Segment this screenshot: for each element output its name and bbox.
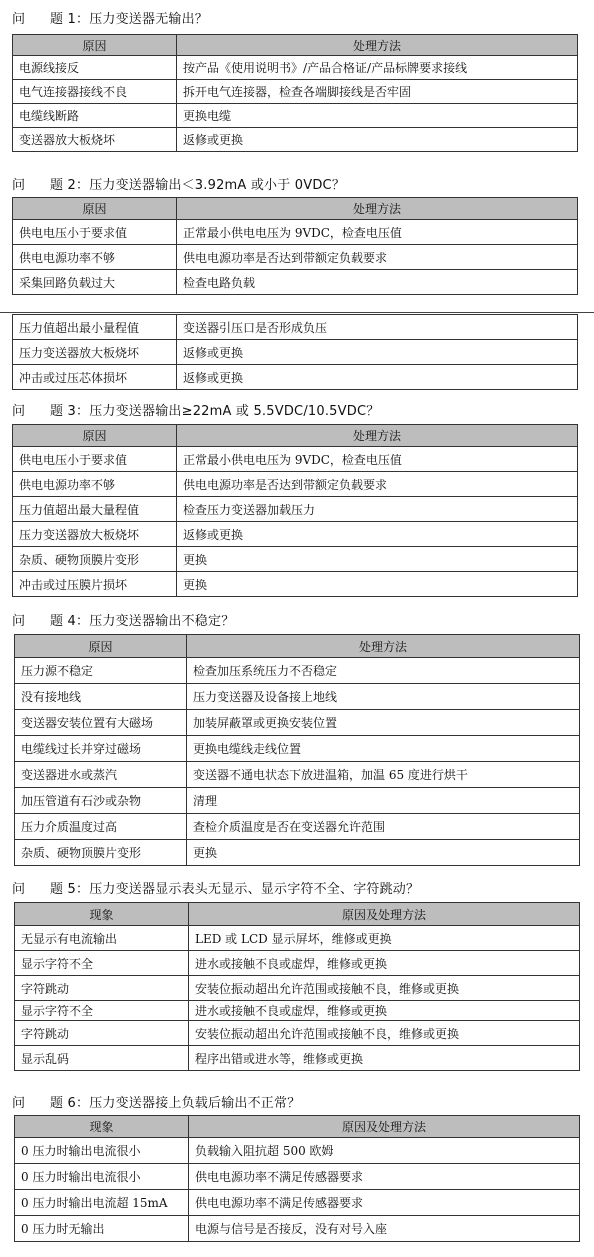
table-q1 — [12, 34, 578, 152]
cell-cause-solution: 程序出错或进水等，维修或更换 — [189, 1046, 580, 1071]
table-row — [13, 315, 578, 340]
question-6-title — [12, 1092, 300, 1111]
cell-solution: 检查压力变送器加载压力 — [177, 497, 578, 522]
table-row — [15, 1138, 580, 1164]
question-3-text: 题 3：压力变送器输出≥22mA 或 5.5VDC/10.5VDC？ — [50, 404, 380, 419]
cell-solution: 拆开电气连接器，检查各端脚接线是否牢固 — [177, 80, 578, 104]
table-row — [15, 926, 580, 951]
table-row — [13, 472, 578, 497]
table-row — [13, 104, 578, 128]
cell-cause-solution: 供电电源功率不满足传感器要求 — [189, 1190, 580, 1216]
table-q6 — [14, 1115, 580, 1242]
cell-symptom: 0 压力时输出电流很小 — [15, 1138, 189, 1164]
cell-solution: 更换 — [177, 572, 578, 597]
table-header-row — [13, 425, 578, 447]
cell-cause: 没有接地线 — [15, 684, 187, 710]
cell-cause: 杂质、硬物顶膜片变形 — [15, 840, 187, 866]
cell-cause: 冲击或过压芯体损坏 — [13, 365, 177, 390]
cell-cause: 压力值超出最小量程值 — [13, 315, 177, 340]
header-cause: 原因 — [13, 425, 177, 447]
table-row — [15, 951, 580, 976]
header-cause-solution: 原因及处理方法 — [189, 1116, 580, 1138]
question-4-prefix: 问 — [12, 614, 26, 629]
cell-solution: 检查电路负载 — [177, 270, 578, 295]
cell-cause: 压力源不稳定 — [15, 658, 187, 684]
table-header-row — [15, 903, 580, 926]
cell-solution: 正常最小供电电压为 9VDC，检查电压值 — [177, 447, 578, 472]
cell-solution: 返修或更换 — [177, 365, 578, 390]
table-row — [13, 547, 578, 572]
cell-cause: 供电电源功率不够 — [13, 245, 177, 270]
table-row — [13, 447, 578, 472]
cell-symptom: 显示字符不全 — [15, 951, 189, 976]
cell-solution: 更换电缆线走线位置 — [187, 736, 580, 762]
header-solution: 处理方法 — [177, 35, 578, 56]
table-row — [15, 1001, 580, 1021]
cell-solution: 检查加压系统压力不否稳定 — [187, 658, 580, 684]
header-symptom: 现象 — [15, 1116, 189, 1138]
cell-cause-solution: LED 或 LCD 显示屏坏，维修或更换 — [189, 926, 580, 951]
table-row — [13, 245, 578, 270]
question-5-title — [12, 878, 419, 897]
table-row — [13, 220, 578, 245]
cell-cause: 供电电源功率不够 — [13, 472, 177, 497]
question-6-text: 题 6：压力变送器接上负载后输出不正常？ — [50, 1096, 301, 1111]
cell-symptom: 无显示有电流输出 — [15, 926, 189, 951]
question-4-text: 题 4：压力变送器输出不稳定？ — [50, 614, 235, 629]
table-row — [15, 1190, 580, 1216]
table-row — [15, 1021, 580, 1046]
cell-solution: 返修或更换 — [177, 340, 578, 365]
cell-cause: 电缆线断路 — [13, 104, 177, 128]
cell-cause-solution: 安装位振动超出允许范围或接触不良，维修或更换 — [189, 1021, 580, 1046]
cell-cause: 变送器放大板烧坏 — [13, 128, 177, 152]
table-row — [13, 365, 578, 390]
question-3-prefix: 问 — [12, 404, 26, 419]
cell-cause: 杂质、硬物顶膜片变形 — [13, 547, 177, 572]
cell-cause: 采集回路负载过大 — [13, 270, 177, 295]
cell-solution: 返修或更换 — [177, 522, 578, 547]
table-row — [15, 840, 580, 866]
cell-solution: 变送器不通电状态下放进温箱，加温 65 度进行烘干 — [187, 762, 580, 788]
cell-solution: 变送器引压口是否形成负压 — [177, 315, 578, 340]
cell-cause: 加压管道有石沙或杂物 — [15, 788, 187, 814]
table-row — [13, 497, 578, 522]
cell-symptom: 0 压力时输出电流超 15mA — [15, 1190, 189, 1216]
cell-symptom: 字符跳动 — [15, 976, 189, 1001]
cell-solution: 供电电源功率是否达到带额定负载要求 — [177, 472, 578, 497]
cell-solution: 返修或更换 — [177, 128, 578, 152]
cell-cause-solution: 安装位振动超出允许范围或接触不良，维修或更换 — [189, 976, 580, 1001]
cell-cause: 压力变送器放大板烧坏 — [13, 522, 177, 547]
table-row — [13, 522, 578, 547]
cell-cause-solution: 供电电源功率不满足传感器要求 — [189, 1164, 580, 1190]
cell-cause: 冲击或过压膜片损坏 — [13, 572, 177, 597]
table-row — [15, 710, 580, 736]
cell-solution: 加装屏蔽罩或更换安装位置 — [187, 710, 580, 736]
table-row — [15, 684, 580, 710]
cell-solution: 清理 — [187, 788, 580, 814]
table-q4 — [14, 634, 580, 866]
cell-cause: 电气连接器接线不良 — [13, 80, 177, 104]
header-cause: 原因 — [13, 35, 177, 56]
table-header-row — [15, 635, 580, 658]
question-1-title — [12, 8, 208, 27]
table-row — [15, 976, 580, 1001]
header-solution: 处理方法 — [177, 425, 578, 447]
question-4-title — [12, 610, 234, 629]
table-row — [15, 736, 580, 762]
cell-cause: 变送器进水或蒸汽 — [15, 762, 187, 788]
table-header-row — [13, 35, 578, 56]
table-q5 — [14, 902, 580, 1071]
table-row — [15, 1164, 580, 1190]
question-2-text: 题 2：压力变送器输出＜3.92mA 或小于 0VDC？ — [50, 178, 346, 193]
cell-solution: 更换电缆 — [177, 104, 578, 128]
table-row — [13, 56, 578, 80]
cell-solution: 查检介质温度是否在变送器允许范围 — [187, 814, 580, 840]
cell-symptom: 0 压力时无输出 — [15, 1216, 189, 1242]
table-row — [15, 1216, 580, 1242]
cell-solution: 压力变送器及设备接上地线 — [187, 684, 580, 710]
question-1-text: 题 1：压力变送器无输出？ — [50, 12, 209, 27]
table-row — [15, 762, 580, 788]
cell-cause-solution: 进水或接触不良或虚焊，维修或更换 — [189, 1001, 580, 1021]
cell-symptom: 显示字符不全 — [15, 1001, 189, 1021]
table-row — [13, 128, 578, 152]
question-1-prefix: 问 — [12, 12, 26, 27]
table-row — [13, 80, 578, 104]
cell-symptom: 字符跳动 — [15, 1021, 189, 1046]
question-3-title — [12, 400, 379, 419]
table-row — [15, 1046, 580, 1071]
table-row — [15, 658, 580, 684]
cell-cause: 供电电压小于要求值 — [13, 447, 177, 472]
header-cause: 原因 — [15, 635, 187, 658]
table-row — [13, 270, 578, 295]
cell-cause: 电源线接反 — [13, 56, 177, 80]
table-q2 — [12, 197, 578, 295]
cell-solution: 正常最小供电电压为 9VDC，检查电压值 — [177, 220, 578, 245]
cell-solution: 更换 — [187, 840, 580, 866]
cell-cause: 压力变送器放大板烧坏 — [13, 340, 177, 365]
cell-cause: 压力介质温度过高 — [15, 814, 187, 840]
cell-cause-solution: 进水或接触不良或虚焊，维修或更换 — [189, 951, 580, 976]
page-break-divider — [0, 312, 594, 313]
cell-solution: 更换 — [177, 547, 578, 572]
cell-cause-solution: 电源与信号是否接反，没有对号入座 — [189, 1216, 580, 1242]
header-cause: 原因 — [13, 198, 177, 220]
table-row — [13, 572, 578, 597]
question-5-text: 题 5：压力变送器显示表头无显示、显示字符不全、字符跳动？ — [50, 882, 420, 897]
cell-symptom: 0 压力时输出电流很小 — [15, 1164, 189, 1190]
table-row — [13, 340, 578, 365]
header-solution: 处理方法 — [187, 635, 580, 658]
cell-solution: 供电电源功率是否达到带额定负载要求 — [177, 245, 578, 270]
cell-cause: 变送器安装位置有大磁场 — [15, 710, 187, 736]
question-5-prefix: 问 — [12, 882, 26, 897]
cell-cause: 电缆线过长并穿过磁场 — [15, 736, 187, 762]
question-6-prefix: 问 — [12, 1096, 26, 1111]
header-cause-solution: 原因及处理方法 — [189, 903, 580, 926]
table-q2-continued — [12, 314, 578, 390]
table-q3 — [12, 424, 578, 597]
table-row — [15, 788, 580, 814]
cell-cause: 供电电压小于要求值 — [13, 220, 177, 245]
cell-symptom: 显示乱码 — [15, 1046, 189, 1071]
question-2-title — [12, 174, 345, 193]
header-solution: 处理方法 — [177, 198, 578, 220]
cell-cause-solution: 负载输入阻抗超 500 欧姆 — [189, 1138, 580, 1164]
header-symptom: 现象 — [15, 903, 189, 926]
table-header-row — [13, 198, 578, 220]
table-row — [15, 814, 580, 840]
question-2-prefix: 问 — [12, 178, 26, 193]
cell-cause: 压力值超出最大量程值 — [13, 497, 177, 522]
table-header-row — [15, 1116, 580, 1138]
cell-solution: 按产品《使用说明书》/产品合格证/产品标牌要求接线 — [177, 56, 578, 80]
